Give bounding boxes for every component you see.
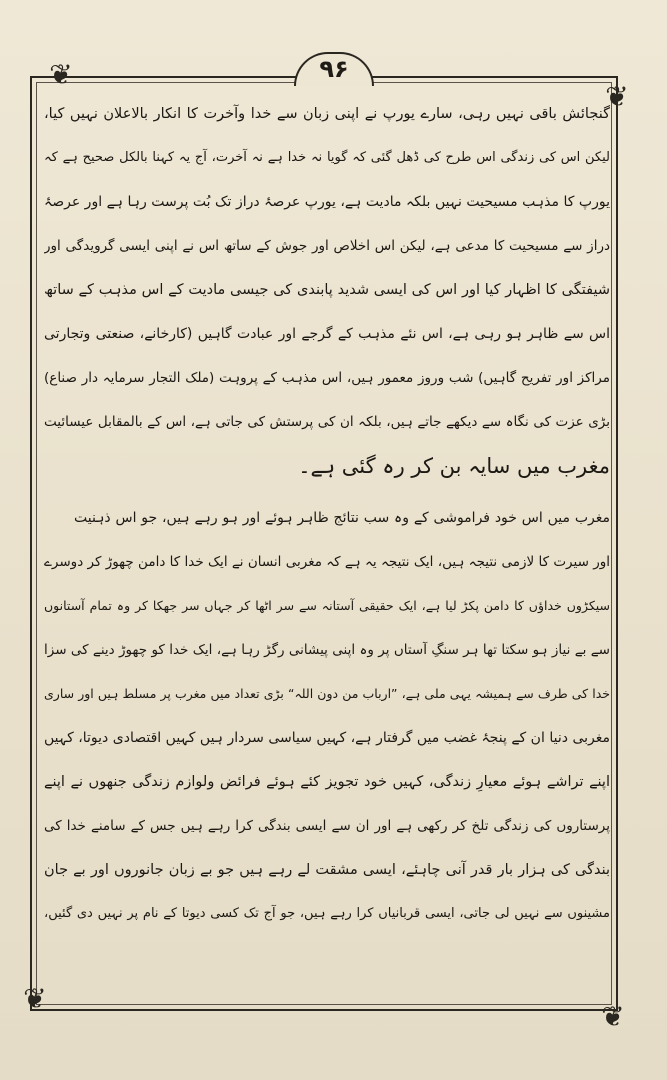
text-line: دراز سے مسیحیت کا مدعی ہے، لیکن اس اخلاص اور جوش کے ساتھ اس نے اپنی ایسی گرویدگی اور	[44, 238, 610, 254]
text-line: بندگی کی ہزار بار قدر آنی چاہئے، ایسی مشقت لے رہے ہیں جو بے زبان جانوروں اور بے جان	[44, 862, 610, 878]
text-line: مراکز اور تفریح گاہیں) شب وروز معمور ہیں، اس مذہب کے پروہت (ملک التجار سرمایہ دار صناع)	[44, 370, 610, 386]
text-line: گنجائش باقی نہیں رہی، سارے یورپ نے اپنی زبان سے خدا وآخرت کا انکار بالاعلان نہیں کیا،	[44, 106, 610, 122]
text-line: مغربی دنیا ان کے پنجۂ غضب میں گرفتار ہے، کہیں سیاسی سردار ہیں کہیں اقتصادی دیوتا، کہیں	[44, 730, 610, 746]
text-line: یورپ کا مذہب مسیحیت نہیں بلکہ مادیت ہے، یورپ عرصۂ دراز تک بُت پرست رہا ہے اور عرصۂ	[44, 194, 610, 210]
text-line: مغرب میں اس خود فراموشی کے وہ سب نتائج ظاہر ہوئے اور ہو رہے ہیں، جو اس ذہنیت	[74, 510, 610, 526]
text-line: اس سے ظاہر ہو رہی ہے، اس نئے مذہب کے گرجے اور عبادت گاہیں (کارخانے، صنعتی وتجارتی	[44, 326, 610, 342]
text-line: سیکڑوں خداؤں کا دامن پکڑ لیا ہے، ایک حقیقی آستانہ سے سر اٹھا کر جہاں سر جھکا کر وہ تمام آستانوں	[44, 598, 610, 613]
corner-ornament-icon: ❦	[49, 58, 73, 91]
corner-ornament-icon: ❦	[23, 982, 47, 1015]
text-line: اپنے تراشے ہوئے معیارِ زندگی، کہیں خود تجویز کئے ہوئے فرائض ولوازم زندگی جنھوں نے اپنے	[44, 774, 610, 790]
page-number: ۹۶	[319, 55, 349, 83]
text-line: مغرب میں سایہ بن کر رہ گئی ہے۔	[298, 454, 610, 478]
text-line: شیفتگی کا اظہار کیا اور اس کی ایسی شدید پابندی کی جیسی مادیت کے اس مذہب کے ساتھ	[44, 282, 610, 298]
text-line: سے بے نیاز ہو سکتا تھا ہر سنگِ آستاں پر وہ اپنی پیشانی رگڑ رہا ہے، ایک خدا کو چھوڑ دینے کی سزا	[44, 642, 610, 658]
text-line: خدا کی طرف سے ہمیشہ یہی ملی ہے، ”ارباب من دون اللہ“ بڑی تعداد میں مغرب پر مسلط ہیں اور ساری	[44, 686, 610, 701]
page-number-tab	[294, 52, 374, 86]
corner-ornament-icon: ❦	[605, 80, 629, 113]
text-line: لیکن اس کی زندگی اس طرح کی ڈھل گئی کہ گویا نہ خدا ہے نہ آخرت، آج یہ کہنا بالکل صحیح ہے کہ	[44, 150, 610, 165]
corner-ornament-icon: ❦	[601, 1000, 625, 1033]
text-line: پرستاروں کی زندگی تلخ کر رکھی ہے اور ان سے ایسی بندگی کرا رہے ہیں جس کے سامنے خدا کی	[44, 818, 610, 834]
text-line: اور سیرت کا لازمی نتیجہ ہیں، ایک نتیجہ یہ ہے کہ مغربی انسان نے ایک خدا کا دامن چھوڑ کر دوسرے	[44, 554, 610, 570]
text-line: مشینوں سے نہیں لی جاتی، ایسی قربانیاں کرا رہے ہیں، جو آج تک کسی دیوتا کے نام پر نہیں دی گئیں،	[44, 906, 610, 921]
text-line: بڑی عزت کی نگاہ سے دیکھے جاتے ہیں، بلکہ ان کی پرستش کی جاتی ہے، اس کے بالمقابل عیسائیت	[44, 414, 610, 430]
